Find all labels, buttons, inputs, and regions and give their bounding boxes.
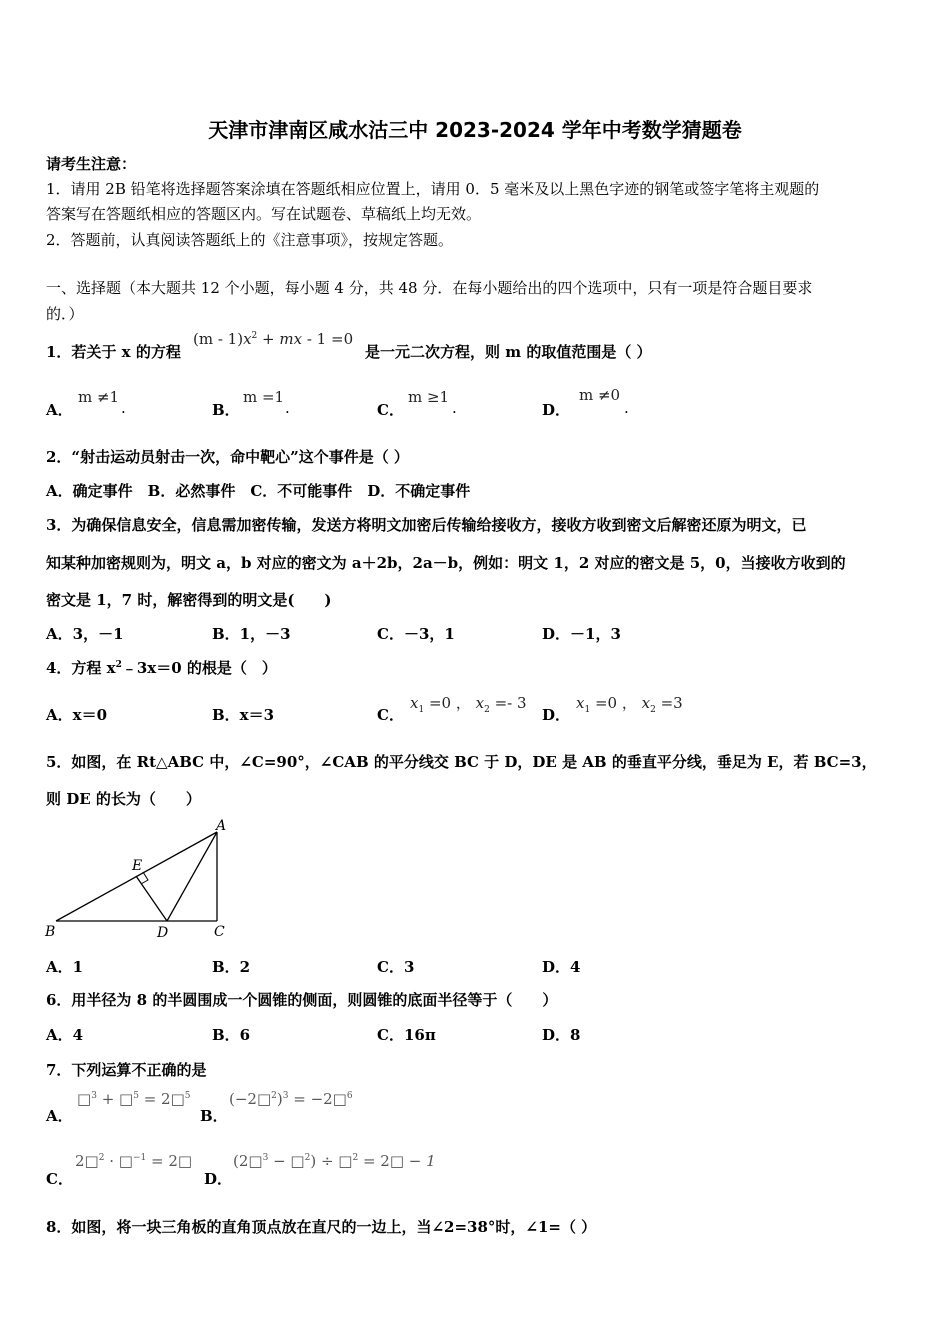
q4-option-c-label: C． (377, 706, 404, 724)
q5-option-d: D．4 (542, 958, 581, 976)
q3-stem-line-2: 知某种加密规则为，明文 a，b 对应的密文为 a＋2b，2a－b，例如：明文 1，2 对应的密文是 5，0，当接收方收到的 (46, 554, 846, 572)
label-d: D (157, 925, 169, 941)
q1-option-a-label: A． (46, 401, 73, 419)
q1-option-c: m ≥1 (408, 388, 450, 406)
q3-stem-line-3: 密文是 1，7 时，解密得到的明文是( ) (46, 591, 332, 609)
q1-option-b-label: B． (212, 401, 240, 419)
q5-option-b: B．2 (212, 958, 251, 976)
notice-line-3: 2．答题前，认真阅读答题纸上的《注意事项》，按规定答题。 (46, 231, 454, 249)
q1-equation: $(m - 1)x^2$ + mx - 1 =0 (193, 330, 354, 348)
q4-option-c-math: $x_1 =0$ ， $x_2 =- 3$ (410, 694, 527, 715)
q4-stem: 4．方程 $x^2﹣3x=0$ 的根是（ ） (46, 659, 277, 677)
q4-option-a: A．x＝0 (46, 706, 108, 724)
q6-stem: 6．用半径为 8 的半圆围成一个圆锥的侧面，则圆锥的底面半径等于（ ） (46, 991, 558, 1009)
q6-option-a: A．4 (46, 1026, 84, 1044)
q3-option-a: A．3，－1 (46, 625, 124, 643)
q1-option-d-period: . (624, 399, 629, 417)
q5-stem-line-1: 5．如图，在 Rt△ABC 中，∠C=90°，∠CAB 的平分线交 BC 于 D，DE 是 AB 的垂直平分线，垂足为 E，若 BC=3， (46, 753, 877, 771)
q7-option-c-math: 2□$^2$ · □$^{-1}$ = 2□ (75, 1152, 193, 1170)
q1-option-b: m =1 (243, 388, 285, 406)
notice-heading: 请考生注意： (46, 155, 137, 173)
q4-option-b: B．x＝3 (212, 706, 275, 724)
q4-option-d-label: D． (542, 706, 571, 724)
q3-option-d: D．－1，3 (542, 625, 621, 643)
section-heading-line-2: 的．） (46, 305, 84, 323)
q6-option-d: D．8 (542, 1026, 581, 1044)
q2-options: A．确定事件 B．必然事件 C．不可能事件 D．不确定事件 (46, 482, 471, 500)
label-a: A (216, 818, 227, 834)
q7-stem: 7．下列运算不正确的是 (46, 1061, 207, 1079)
notice-line-2: 答案写在答题纸相应的答题区内。写在试题卷、草稿纸上均无效。 (46, 205, 482, 223)
notice-line-1: 1．请用 2B 铅笔将选择题答案涂填在答题纸相应位置上，请用 0．5 毫米及以上黑色字迹的钢笔或签字笔将主观题的 (46, 180, 820, 198)
q1-option-a-period: . (121, 399, 126, 417)
label-b: B (45, 924, 56, 940)
section-heading-line-1: 一、选择题（本大题共 12 个小题，每小题 4 分，共 48 分．在每小题给出的四个选项中，只有一项是符合题目要求 (46, 279, 813, 297)
q5-option-c: C．3 (377, 958, 415, 976)
q5-triangle-figure (40, 815, 240, 945)
q3-option-b: B．1，－3 (212, 625, 291, 643)
segment-de (136, 876, 167, 921)
q7-option-d-math: (2□$^3$ − □$^2$) ÷ □$^2$ = 2□ − 1 (233, 1152, 436, 1170)
page-title: 天津市津南区咸水沽三中 2023-2024 学年中考数学猜题卷 (208, 118, 742, 142)
q1-option-a: m ≠1 (78, 388, 120, 406)
q6-option-b: B．6 (212, 1026, 251, 1044)
q7-option-c-label: C． (46, 1170, 73, 1188)
q1-stem-post: 是一元二次方程，则 m 的取值范围是（ ） (365, 343, 652, 361)
q1-option-c-label: C． (377, 401, 404, 419)
q1-option-d: m ≠0 (579, 386, 621, 404)
q7-option-d-label: D． (204, 1170, 233, 1188)
q7-option-b-label: B． (200, 1107, 228, 1125)
q7-option-a-label: A． (46, 1107, 73, 1125)
label-e: E (132, 858, 143, 874)
q3-option-c: C．－3，1 (377, 625, 455, 643)
q1-option-b-period: . (285, 399, 290, 417)
q2-stem: 2．“射击运动员射击一次，命中靶心”这个事件是（ ） (46, 448, 409, 466)
label-c: C (214, 924, 225, 940)
q5-stem-line-2: 则 DE 的长为（ ） (46, 790, 201, 808)
q8-stem: 8．如图，将一块三角板的直角顶点放在直尺的一边上，当∠2=38°时，∠1=（ ） (46, 1218, 597, 1236)
q3-stem-line-1: 3．为确保信息安全，信息需加密传输，发送方将明文加密后传输给接收方，接收方收到密文后解密还原为明文，已 (46, 516, 807, 534)
q7-option-b-math: (−2□$^2$)$^3$ = −2□$^6$ (229, 1090, 353, 1108)
q5-option-a: A．1 (46, 958, 84, 976)
q1-option-c-period: . (452, 399, 457, 417)
q4-option-d-math: $x_1 =0$ ， $x_2 =3$ (576, 694, 683, 715)
q1-option-d-label: D． (542, 401, 571, 419)
q6-option-c: C．16π (377, 1026, 436, 1044)
q1-stem-pre: 1．若关于 x 的方程 (46, 343, 181, 361)
q7-option-a-math: □$^3$ + □$^5$ = 2□$^5$ (77, 1090, 191, 1108)
